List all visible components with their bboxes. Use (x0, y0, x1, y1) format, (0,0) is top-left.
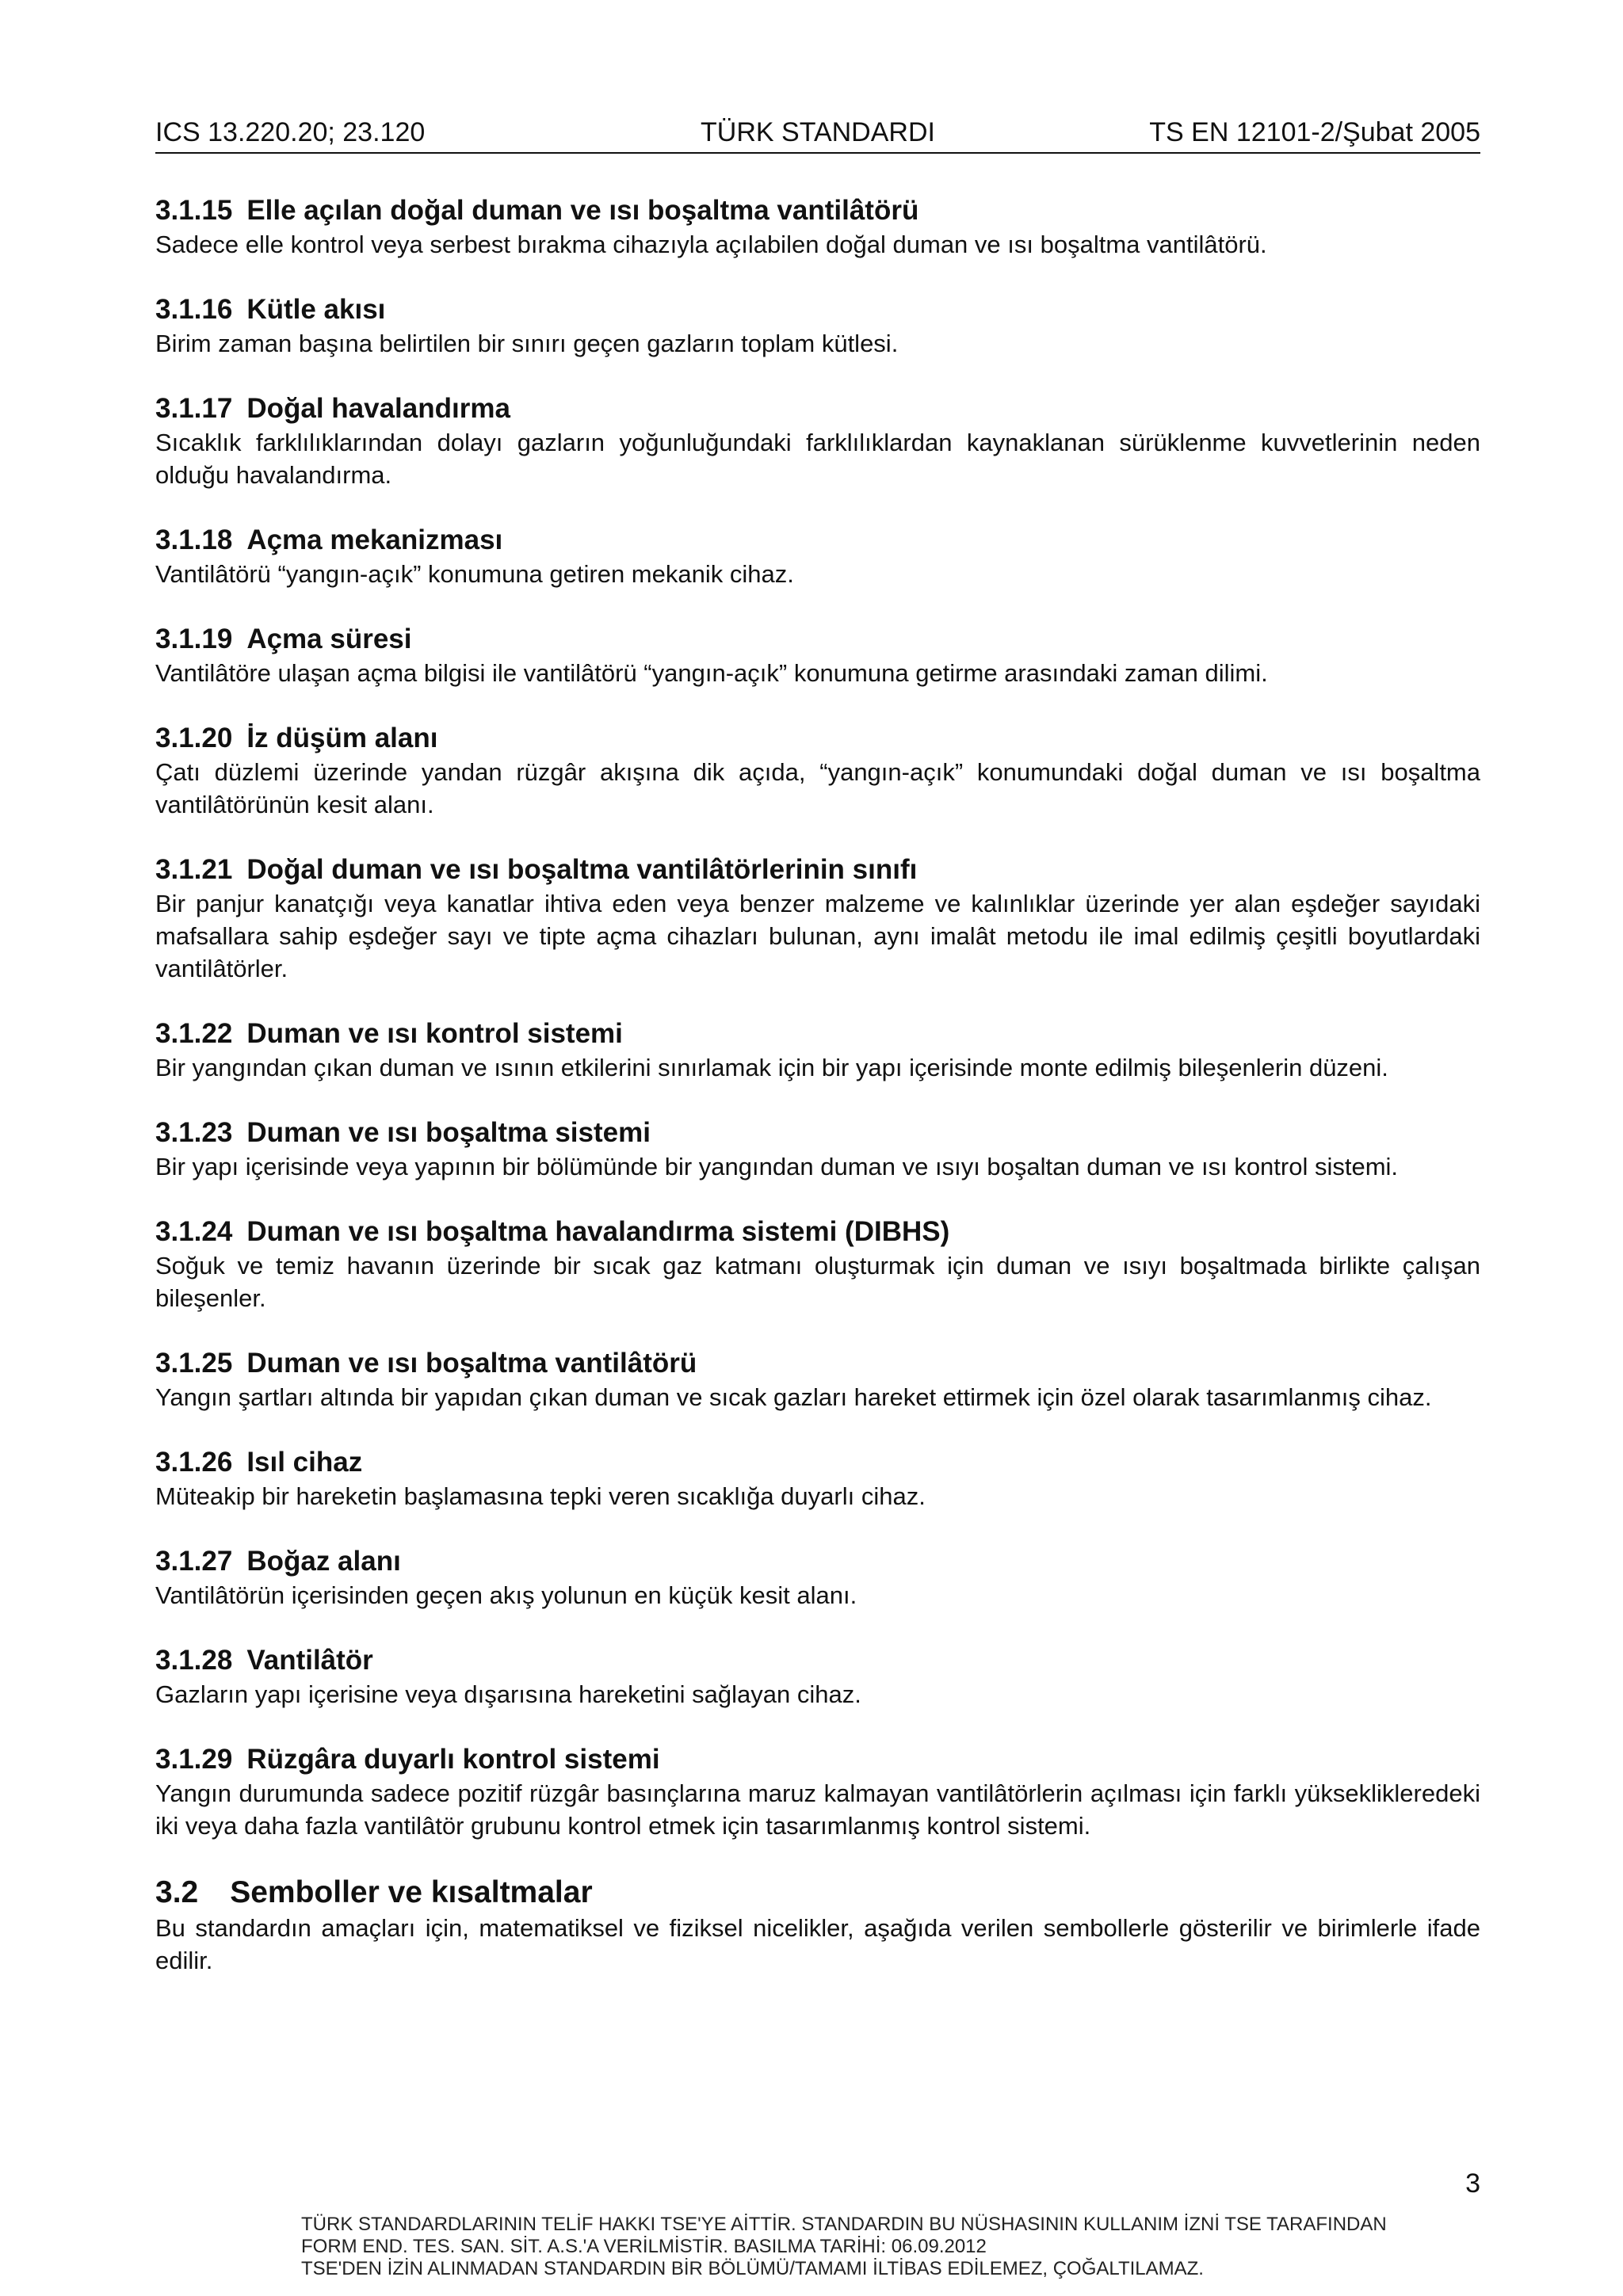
section-body: Yangın şartları altında bir yapıdan çıkan duman ve sıcak gazları hareket ettirmek için özel olarak tasarımlanmış cihaz. (155, 1383, 1432, 1411)
section-title: Boğaz alanı (246, 1546, 401, 1577)
major-section-number: 3.2 (155, 1875, 199, 1909)
footer-line: FORM END. TES. SAN. SİT. A.S.'A VERİLMİSTİR. BASILMA TARİHİ: 06.09.2012 (301, 2236, 987, 2257)
major-section-body: Bu standardın amaçları için, matematiksel ve fiziksel nicelikler, aşağıda verilen sembollerle gösterilir ve birimlerle ifade edilir. (155, 1914, 1480, 1974)
section-heading (155, 1016, 1480, 1051)
definition-section (155, 1445, 1480, 1512)
section-title: Açma süresi (246, 624, 412, 654)
section-title: Rüzgâra duyarlı kontrol sistemi (246, 1744, 660, 1775)
section-body: Birim zaman başına belirtilen bir sınırı geçen gazların toplam kütlesi. (155, 330, 899, 357)
section-body: Müteakip bir hareketin başlamasına tepki veren sıcaklığa duyarlı cihaz. (155, 1482, 926, 1510)
section-number: 3.1.17 (155, 393, 233, 424)
definition-section (155, 1742, 1480, 1842)
section-heading (155, 1116, 1480, 1150)
section-body: Sıcaklık farklılıklarından dolayı gazların yoğunluğundaki farklılıklardan kaynaklanan sürüklenme kuvvetlerinin neden olduğu havalandırma. (155, 429, 1480, 489)
header-ics-code: ICS 13.220.20; 23.120 (155, 117, 426, 147)
major-section-title: Semboller ve kısaltmalar (230, 1875, 593, 1909)
section-heading (155, 193, 1480, 228)
section-number: 3.1.20 (155, 723, 233, 753)
section-body: Vantilâtöre ulaşan açma bilgisi ile vantilâtörü “yangın-açık” konumuna getirme arasındaki zaman dilimi. (155, 659, 1268, 687)
section-heading (155, 1742, 1480, 1777)
section-number: 3.1.18 (155, 524, 233, 555)
section-number: 3.1.26 (155, 1447, 233, 1478)
definition-section (155, 1643, 1480, 1711)
page-content (155, 193, 1480, 2008)
header-standard-id: TS EN 12101-2/Şubat 2005 (1149, 117, 1480, 147)
section-heading (155, 523, 1480, 558)
definition-section (155, 292, 1480, 360)
major-section-heading (155, 1874, 1480, 1912)
section-number: 3.1.24 (155, 1216, 233, 1247)
section-title: Elle açılan doğal duman ve ısı boşaltma vantilâtörü (246, 195, 919, 226)
section-number: 3.1.29 (155, 1744, 233, 1775)
section-number: 3.1.27 (155, 1546, 233, 1577)
section-body: Gazların yapı içerisine veya dışarısına hareketini sağlayan cihaz. (155, 1680, 861, 1708)
definition-section (155, 1215, 1480, 1314)
footer-line: TÜRK STANDARDLARININ TELİF HAKKI TSE'YE AİTTİR. STANDARDIN BU NÜSHASININ KULLANIM İZNİ TSE TARAFINDAN (301, 2214, 1387, 2235)
definition-section (155, 1346, 1480, 1413)
section-heading (155, 1215, 1480, 1249)
section-heading (155, 622, 1480, 657)
section-heading (155, 1445, 1480, 1480)
section-number: 3.1.15 (155, 195, 233, 226)
definition-section (155, 721, 1480, 821)
section-body: Bir yapı içerisinde veya yapının bir bölümünde bir yangından duman ve ısıyı boşaltan duman ve ısı kontrol sistemi. (155, 1153, 1399, 1180)
definition-section (155, 193, 1480, 261)
footer-line: TSE'DEN İZİN ALINMADAN STANDARDIN BİR BÖLÜMÜ/TAMAMI İLTİBAS EDİLEMEZ, ÇOĞALTILAMAZ. (301, 2258, 1204, 2279)
page-header (155, 113, 1480, 154)
section-heading (155, 1346, 1480, 1381)
section-heading (155, 1643, 1480, 1678)
section-number: 3.1.19 (155, 624, 233, 654)
definition-section (155, 1116, 1480, 1183)
section-title: Duman ve ısı kontrol sistemi (246, 1018, 623, 1049)
section-body: Vantilâtörün içerisinden geçen akış yolunun en küçük kesit alanı. (155, 1581, 857, 1609)
header-standard-type: TÜRK STANDARDI (701, 117, 935, 147)
section-body: Çatı düzlemi üzerinde yandan rüzgâr akışına dik açıda, “yangın-açık” konumundaki doğal duman ve ısı boşaltma vantilâtörünün kesit alanı. (155, 758, 1480, 818)
section-body: Bir yangından çıkan duman ve ısının etkilerini sınırlamak için bir yapı içerisinde monte edilmiş bileşenlerin düzeni. (155, 1054, 1388, 1081)
section-body: Sadece elle kontrol veya serbest bırakma cihazıyla açılabilen doğal duman ve ısı boşaltma vantilâtörü. (155, 231, 1267, 258)
definition-section (155, 391, 1480, 491)
section-body: Yangın durumunda sadece pozitif rüzgâr basınçlarına maruz kalmayan vantilâtörlerin açılması için farklı yükseklikleredeki iki veya daha fazla vantilâtör grubunu kontrol etmek için tasarımlanmış kontrol sistemi. (155, 1779, 1480, 1840)
section-number: 3.1.22 (155, 1018, 233, 1049)
section-number: 3.1.21 (155, 854, 233, 885)
section-title: Vantilâtör (246, 1645, 373, 1676)
section-number: 3.1.25 (155, 1348, 233, 1379)
section-title: Duman ve ısı boşaltma sistemi (246, 1117, 651, 1148)
section-body: Bir panjur kanatçığı veya kanatlar ihtiva eden veya benzer malzeme ve kalınlıklar üzerinde yer alan eşdeğer sayıdaki mafsallara sahip eşdeğer sayı ve tipte açma cihazları bulunan, aynı imalât metodu ile imal edilmiş çeşitli boyutlardaki vantilâtörler. (155, 890, 1480, 982)
section-title: Isıl cihaz (246, 1447, 363, 1478)
definition-section (155, 1016, 1480, 1084)
section-title: Duman ve ısı boşaltma havalandırma sistemi (DIBHS) (246, 1216, 950, 1247)
section-heading (155, 852, 1480, 887)
section-number: 3.1.28 (155, 1645, 233, 1676)
page-number: 3 (1465, 2168, 1480, 2199)
section-title: Doğal duman ve ısı boşaltma vantilâtörlerinin sınıfı (246, 854, 918, 885)
definition-section (155, 1544, 1480, 1611)
section-title: Doğal havalandırma (246, 393, 510, 424)
copyright-footer (301, 2214, 1490, 2280)
section-title: İz düşüm alanı (246, 723, 438, 753)
section-title: Kütle akısı (246, 294, 386, 325)
major-section (155, 1874, 1480, 1977)
section-number: 3.1.23 (155, 1117, 233, 1148)
definition-section (155, 622, 1480, 689)
section-body: Vantilâtörü “yangın-açık” konumuna getiren mekanik cihaz. (155, 560, 794, 588)
section-heading (155, 391, 1480, 426)
section-number: 3.1.16 (155, 294, 233, 325)
section-title: Duman ve ısı boşaltma vantilâtörü (246, 1348, 697, 1379)
section-heading (155, 1544, 1480, 1579)
section-heading (155, 721, 1480, 756)
section-title: Açma mekanizması (246, 524, 503, 555)
section-heading (155, 292, 1480, 327)
definition-section (155, 523, 1480, 590)
definition-section (155, 852, 1480, 985)
section-body: Soğuk ve temiz havanın üzerinde bir sıcak gaz katmanı oluşturmak için duman ve ısıyı boşaltmada birlikte çalışan bileşenler. (155, 1252, 1480, 1312)
